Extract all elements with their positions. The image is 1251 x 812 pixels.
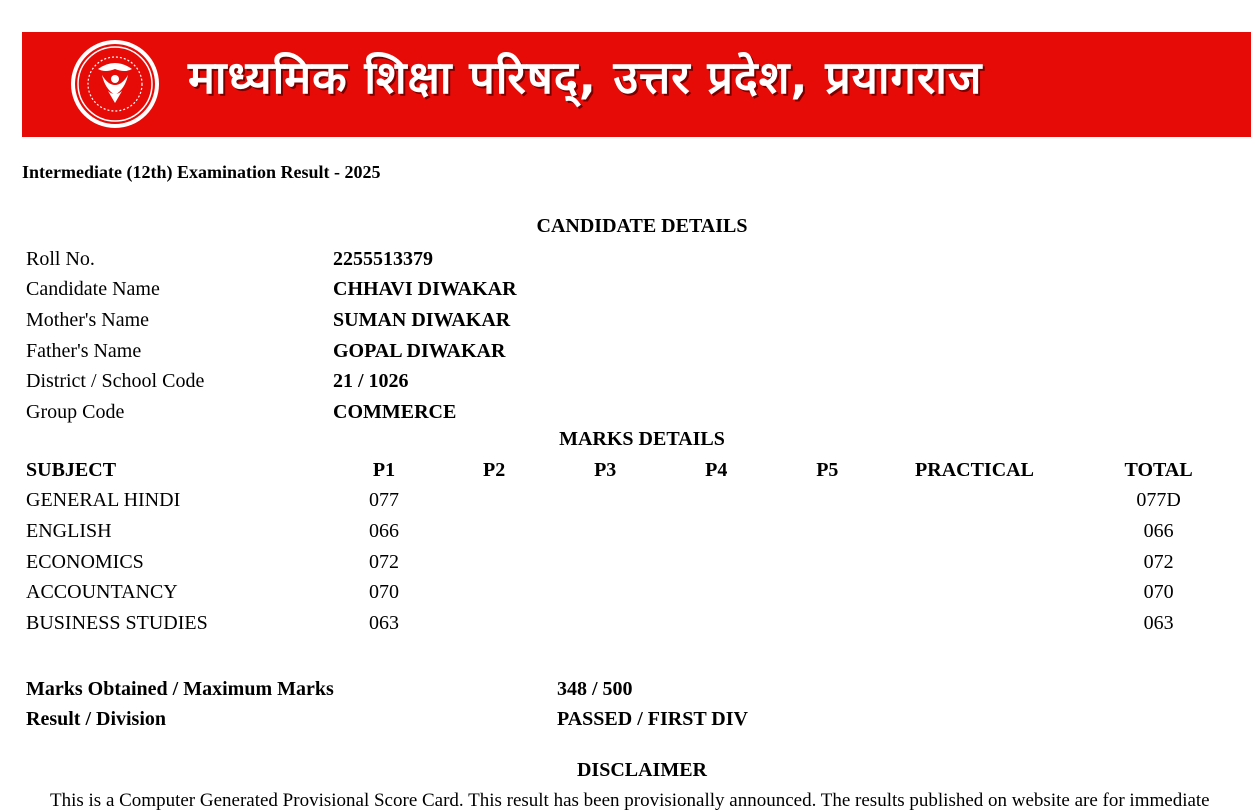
- table-row: [26, 547, 1251, 578]
- p4-cell: [661, 547, 772, 578]
- candidate-name-value: CHHAVI DIWAKAR: [333, 278, 517, 301]
- father-name-label: Father's Name: [26, 339, 142, 362]
- p2-cell: [439, 486, 550, 517]
- p3-cell: [550, 608, 661, 639]
- candidate-row-group: [26, 397, 517, 428]
- p3-cell: [550, 516, 661, 547]
- candidate-row-father: [26, 336, 517, 367]
- result-division-row: [26, 705, 748, 736]
- mother-name-label: Mother's Name: [26, 308, 150, 331]
- candidate-name-label: Candidate Name: [26, 278, 160, 301]
- total-cell: 072: [1143, 550, 1174, 573]
- p4-cell: [661, 486, 772, 517]
- marks-obtained-value: 348 / 500: [557, 677, 633, 700]
- result-division-label: Result / Division: [26, 708, 167, 731]
- practical-cell: [883, 547, 1066, 578]
- p5-cell: [772, 547, 883, 578]
- p3-cell: [550, 486, 661, 517]
- candidate-details-table: [26, 244, 517, 428]
- total-cell: 077D: [1136, 489, 1181, 512]
- candidate-row-name: [26, 275, 517, 306]
- subject-cell: ACCOUNTANCY: [26, 581, 178, 604]
- p4-cell: [661, 577, 772, 608]
- board-title: माध्यमिक शिक्षा परिषद्, उत्तर प्रदेश, प्रयागराज: [188, 51, 983, 104]
- p2-cell: [439, 608, 550, 639]
- group-code-label: Group Code: [26, 400, 125, 423]
- roll-label: Roll No.: [26, 247, 95, 270]
- p5-cell: [772, 516, 883, 547]
- disclaimer-text: This is a Computer Generated Provisional Score Card. This result has been provisionally announced. The results published on website are for immediate: [50, 790, 1210, 811]
- p5-cell: [772, 608, 883, 639]
- total-cell: 066: [1143, 519, 1174, 542]
- col-p2: P2: [483, 458, 506, 481]
- col-subject: SUBJECT: [26, 458, 117, 481]
- header-banner: [22, 32, 1251, 137]
- table-row: [26, 516, 1251, 547]
- disclaimer-heading: DISCLAIMER: [576, 759, 708, 781]
- p1-cell: 072: [368, 550, 399, 573]
- candidate-row-roll: [26, 244, 517, 275]
- p3-cell: [550, 577, 661, 608]
- total-cell: 070: [1143, 581, 1174, 604]
- district-school-label: District / School Code: [26, 370, 205, 393]
- p2-cell: [439, 547, 550, 578]
- p1-cell: 077: [368, 489, 399, 512]
- col-p4: P4: [705, 458, 728, 481]
- candidate-row-district: [26, 366, 517, 397]
- practical-cell: [883, 577, 1066, 608]
- practical-cell: [883, 486, 1066, 517]
- table-row: [26, 577, 1251, 608]
- result-summary-table: [26, 674, 748, 735]
- marks-header-row: [26, 455, 1251, 486]
- practical-cell: [883, 608, 1066, 639]
- marks-obtained-label: Marks Obtained / Maximum Marks: [26, 677, 334, 700]
- p5-cell: [772, 486, 883, 517]
- p2-cell: [439, 516, 550, 547]
- district-school-value: 21 / 1026: [333, 370, 409, 393]
- p3-cell: [550, 547, 661, 578]
- up-state-emblem-icon: [70, 39, 160, 129]
- col-p1: P1: [372, 458, 396, 481]
- table-row: [26, 486, 1251, 517]
- subject-cell: BUSINESS STUDIES: [26, 611, 208, 634]
- table-row: [26, 608, 1251, 639]
- marks-details-heading: MARKS DETAILS: [559, 428, 725, 450]
- result-division-value: PASSED / FIRST DIV: [557, 708, 748, 731]
- group-code-value: COMMERCE: [333, 400, 457, 423]
- candidate-details-heading: CANDIDATE DETAILS: [536, 215, 748, 237]
- roll-value: 2255513379: [333, 247, 433, 270]
- subject-cell: ECONOMICS: [26, 550, 144, 573]
- p2-cell: [439, 577, 550, 608]
- exam-title: Intermediate (12th) Examination Result - 2025: [22, 162, 381, 182]
- col-p3: P3: [594, 458, 617, 481]
- col-total: TOTAL: [1124, 458, 1193, 481]
- p1-cell: 063: [368, 611, 399, 634]
- col-practical: PRACTICAL: [915, 458, 1034, 481]
- practical-cell: [883, 516, 1066, 547]
- col-p5: P5: [816, 458, 839, 481]
- marks-table: [26, 455, 1251, 639]
- marks-summary-row: [26, 674, 748, 705]
- candidate-row-mother: [26, 305, 517, 336]
- p4-cell: [661, 608, 772, 639]
- p1-cell: 070: [368, 581, 399, 604]
- total-cell: 063: [1143, 611, 1174, 634]
- father-name-value: GOPAL DIWAKAR: [333, 339, 506, 362]
- p5-cell: [772, 577, 883, 608]
- mother-name-value: SUMAN DIWAKAR: [333, 308, 511, 331]
- p1-cell: 066: [368, 519, 399, 542]
- subject-cell: ENGLISH: [26, 519, 112, 542]
- subject-cell: GENERAL HINDI: [26, 489, 181, 512]
- p4-cell: [661, 516, 772, 547]
